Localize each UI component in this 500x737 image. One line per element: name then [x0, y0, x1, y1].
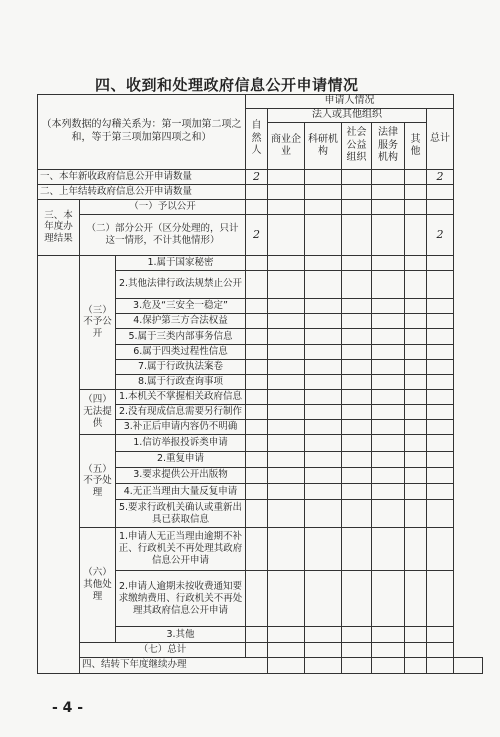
value-r1-total: 2	[427, 169, 454, 184]
item-other-processing: 1.申请人无正当理由逾期不补正、行政机关不再处理其政府信息公开申请	[116, 528, 246, 570]
item-not-disclosed: 4.保护第三方合法权益	[116, 314, 246, 329]
header-law: 法律服务机构	[372, 123, 405, 169]
row-section-total: （七）总计	[80, 642, 246, 657]
item-not-disclosed: 6.属于四类过程性信息	[116, 344, 246, 359]
item-not-disclosed: 2.其他法律行政法规禁止公开	[116, 270, 246, 298]
item-other-processing: 2.申请人逾期未按收费通知要求缴纳费用、行政机关不再处理其政府信息公开申请	[116, 570, 246, 627]
group-not-disclosed: （三）不予公开	[80, 255, 116, 389]
item-not-processed: 3.要求提供公开出版物	[116, 467, 246, 483]
row-partial-disclosed: （二）部分公开（区分处理的，只计这一情形，不计其他情形）	[80, 215, 246, 255]
header-social: 社会公益组织	[342, 123, 372, 169]
item-cannot-provide: 1.本机关不掌握相关政府信息	[116, 390, 246, 405]
item-not-processed: 1.信访举报投诉类申请	[116, 435, 246, 451]
header-natural-person: 自然人	[246, 109, 268, 170]
row-carry-over: 四、结转下年度继续办理	[80, 657, 268, 673]
header-other: 其他	[405, 123, 427, 169]
header-legal-group: 法人或其他组织	[268, 109, 427, 123]
item-cannot-provide: 2.没有现成信息需要另行制作	[116, 405, 246, 420]
item-not-disclosed: 3.危及“三安全一稳定”	[116, 299, 246, 314]
header-applicant: 申请人情况	[246, 95, 454, 109]
group-not-processed: （五）不予处理	[80, 435, 116, 528]
item-not-disclosed: 5.属于三类内部事务信息	[116, 329, 246, 344]
value-r3-2-natural: 2	[246, 215, 268, 255]
value-r3-2-total: 2	[427, 215, 454, 255]
item-not-processed: 4.无正当理由大量反复申请	[116, 483, 246, 499]
header-research: 科研机构	[305, 123, 342, 169]
item-other-processing: 3.其他	[116, 627, 246, 642]
item-not-disclosed: 7.属于行政执法案卷	[116, 359, 246, 374]
item-not-disclosed: 1.属于国家秘密	[116, 255, 246, 270]
item-not-processed: 5.要求行政机关确认或重新出具已获取信息	[116, 500, 246, 528]
header-note: （本列数据的勾稽关系为：第一项加第二项之和，等于第三项加第四项之和）	[38, 95, 246, 170]
header-total: 总计	[427, 109, 454, 170]
page-title: 四、收到和处理政府信息公开申请情况	[95, 76, 359, 94]
row-carried-requests: 二、上年结转政府信息公开申请数量	[38, 184, 246, 199]
row-disclosed: （一）予以公开	[80, 200, 246, 215]
item-not-disclosed: 8.属于行政查询事项	[116, 374, 246, 389]
header-commercial: 商业企业	[268, 123, 305, 169]
item-cannot-provide: 3.补正后申请内容仍不明确	[116, 420, 246, 435]
value-r1-natural: 2	[246, 169, 268, 184]
page-number: - 4 -	[52, 700, 84, 716]
row-new-requests: 一、本年新收政府信息公开申请数量	[38, 169, 246, 184]
row-results-group: 三、本年度办理结果	[38, 200, 80, 256]
item-not-processed: 2.重复申请	[116, 451, 246, 467]
group-other-processing: （六）其他处理	[80, 528, 116, 642]
group-cannot-provide: （四）无法提供	[80, 390, 116, 435]
statistics-table	[37, 94, 483, 674]
